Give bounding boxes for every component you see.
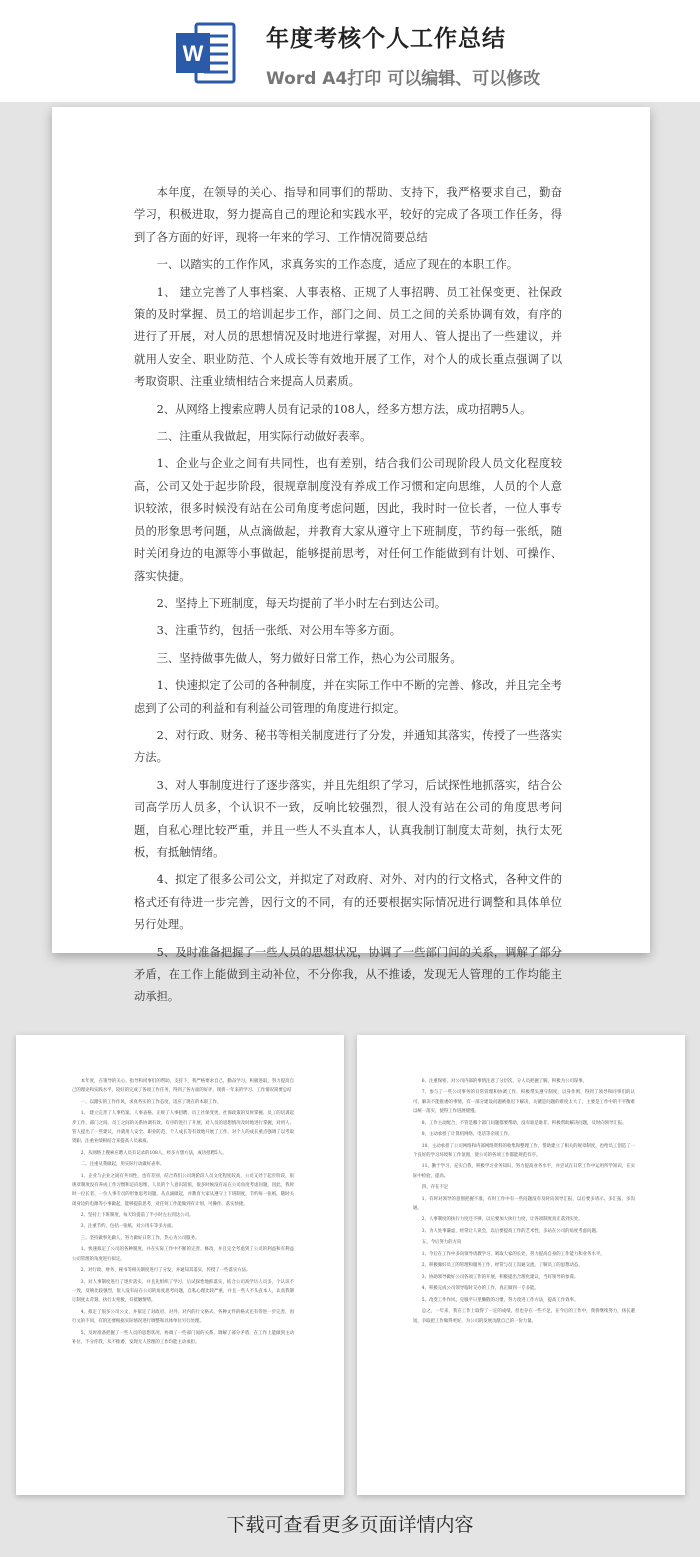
document-paragraph: 3、注重节约，包括一张纸、对公用车等多方面。 <box>156 624 402 638</box>
thumbnail-paragraph: 五、今后努力的方向 <box>421 1240 462 1246</box>
thumbnail-paragraph: 1、企业与企业之间有共同性，也有差别，结合我们公司现阶段人员文化程度较高，公司又处于起步阶段，很规章制度没有养成工作习惯和定向思维，人员的个人意识较浓，很多时候没有站在公司角度考虑问题，因此，我时时一位长者，一位人事专员的形象思考问题，从点滴做起，并教育大家从遵守上下班制度，节约每一张纸，随时关闭身边的电源等小事做起，能够提前思考，对任何工作能做到有计划、可操作、落实快捷。 <box>72 1173 294 1207</box>
thumbnail-page-1[interactable] <box>16 1035 344 1495</box>
thumbnail-paragraph: 9、主动承担了计算机网络、电话等杂项工作。 <box>421 1132 513 1138</box>
thumbnail-paragraph: 四、存在不足 <box>421 1185 449 1191</box>
document-paragraph: 一、以踏实的工作作风，求真务实的工作态度，适应了现在的本职工作。 <box>156 258 519 272</box>
thumbnail-paragraph: 11、勤于学习，充实自我，积极学习业务知识，努力提高业务水平，并尝试在日常工作中运用所学知识，在实际中检验、提高。 <box>413 1164 635 1179</box>
thumbnail-paragraph: 3、对人事制度进行了逐步落实，并且先组织了学习，后试探性地抓落实，结合公司高学历人员多，个认识不一致，反响比较强烈，很人没有站在公司的角度思考问题，自私心理比较严重，并且一些人不头直本人，认真我制订制度太苛刻，执行太死板，有抵触情绪。 <box>72 1279 294 1304</box>
thumbnail-paragraph: 2、对行政、财务、秘书等相关制度进行了分发，并通知其落实，传授了一些落实方法。 <box>80 1268 251 1274</box>
thumbnail-paragraph: 2、坚持上下班制度，每天均提前了半小时左右到达公司。 <box>80 1212 194 1218</box>
page-subtitle: Word A4打印 可以编辑、可以修改 <box>266 69 541 89</box>
document-paragraph: 1、快速拟定了公司的各种制度，并在实际工作中不断的完善、修改，并且完全考虑到了公司的利益和有利益公司管理的角度进行拟定。 <box>134 679 562 715</box>
document-paragraph: 5、及时准备把握了一些人员的思想状况，协调了一些部门间的关系，调解了部分矛盾，在工作上能做到主动补位，不分你我，从不推诿，发现无人管理的工作均能主动承担。 <box>134 945 562 1004</box>
thumbnail-paragraph: 5、改变工作作风，克服平日里懒散的习惯，努力改进工作方法，提高工作效率。 <box>421 1297 579 1303</box>
document-page <box>52 107 650 1004</box>
document-paragraph: 二、注重从我做起，用实际行动做好表率。 <box>156 430 372 444</box>
document-paragraph: 2、坚持上下班制度，每天均提前了半小时左右到达公司。 <box>156 596 447 610</box>
thumbnail-paragraph: 8、工作主动配合，不管是哪个部门问题都要帮助，没有谁是谁非，积极帮助解决问题，及时向领导汇报。 <box>421 1120 627 1126</box>
thumbnail-paragraph: 1、 建立完善了人事档案、人事表格、正规了人事招聘、员工社保变更、社保政策的及时掌握、员工的培训起步工作，部门之间、员工之间的关系协调有效，有序的进行了开展，对人员的思想情况及时地进行掌握，对用人、管人提出了一些建议，并就用人安全、职业防范、个人成长等有效地开展了工作，对个人的成长重点强调了以考取资职、注重业绩相结合来提高人员素质。 <box>72 1111 294 1145</box>
thumbnail-paragraph: 2、人事制度的执行力度还不够，以后要加大执行力度，让各项制度真正落到实处。 <box>421 1217 583 1223</box>
thumbnail-paragraph: 二、注重从我做起，用实际行动做好表率。 <box>80 1162 165 1168</box>
page-title: 年度考核个人工作总结 <box>266 26 506 52</box>
thumbnail-paragraph: 一、以踏实的工作作风，求真务实的工作态度，适应了现在的本职工作。 <box>80 1099 222 1105</box>
thumbnail-paragraph: 6、注重保密，对公司内部的事情注意了分层次、分人员把握了解，积极为公司谋事。 <box>421 1079 588 1084</box>
document-paragraph: 本年度，在领导的关心、指导和同事们的帮助、支持下，我严格要求自己，勤奋学习，积极进取，努力提高自己的理论和实践水平，较好的完成了各项工作任务，得到了各方面的好评，现将一年来的学习、工作情况简要总结 <box>134 186 562 244</box>
thumbnail-paragraph: 总之，一年来，我在工作上取得了一定的成绩，但也存在一些不足，在今后的工作中，我将继续努力，扬长避短，争取把工作做得更好，为公司的发展贡献自己的一份力量。 <box>413 1309 635 1324</box>
thumbnail-paragraph: 本年度，在领导的关心、指导和同事们的帮助、支持下，我严格要求自己，勤奋学习，积极进取，努力提高自己的理论和实践水平，较好的完成了各项工作任务，得到了各方面的好评，现将一年来的学习、工作情况简要总结 <box>72 1079 294 1094</box>
document-body <box>134 182 562 1014</box>
thumbnail-paragraph: 2、从网络上搜索应聘人员有记录的108人，经多方想方法，成功招聘5人。 <box>80 1150 227 1156</box>
thumbnail-paragraph: 7、参与了一些公司事务的日常管理和协调工作，积极带头遵守制度，以身作则，得到了领导和同事们的认可，解决不能推诿的事情，有一部分建设问题被推迟下解决，关键是问题的难度太大了，主要是工作中的不平衡难以统一落实，使得工作进展缓慢。 <box>413 1090 635 1115</box>
document-paragraph: 2、从网络上搜索应聘人员有记录的108人，经多方想方法，成功招聘5人。 <box>156 402 532 416</box>
document-paragraph: 3、对人事制度进行了逐步落实，并且先组织了学习，后试探性地抓落实，结合公司高学历人员多，个认识不一致，反响比较强烈，很人没有站在公司的角度思考问题，自私心理比较严重，并且一些人不头直本人，认真我制订制度太苛刻，执行太死板，有抵触情绪。 <box>134 778 562 859</box>
thumbnail-paragraph: 10、主动承担了公司网络和内部网络资料的收集和整理工作，帮助建立了相关的规章制度，也给员工创造了一个良好的学习环境和工作氛围，使公司的各项工作都能规范有序。 <box>413 1143 635 1158</box>
thumbnail-paragraph: 1、今后在工作中多向领导请教学习，吸取大家的长处，努力提高自身的工作能力和业务水平。 <box>421 1251 605 1257</box>
thumbnail-page-1-body <box>72 1077 294 1349</box>
thumbnail-paragraph: 1、有时对领导的意图把握不准，有时工作中有一些问题没有及时向领导汇报，以后要多请示、多汇报、多沟通。 <box>413 1196 635 1211</box>
document-paragraph: 4、拟定了很多公司公文，并拟定了对政府、对外、对内的行文格式，各种文件的格式还有待进一步完善，因行文的不同，有的还要根据实际情况进行调整和具体单位另行处理。 <box>134 873 562 932</box>
header-banner <box>0 0 700 102</box>
thumbnail-paragraph: 5、及时准备把握了一些人员的思想状况，协调了一些部门间的关系，调解了部分矛盾，在工作上能做到主动补位，不分你我，从不推诿，发现无人管理的工作均能主动承担。 <box>72 1330 294 1345</box>
word-doc-icon <box>174 21 238 85</box>
thumbnail-paragraph: 2、积极做好员工的管理和服务工作，经常与员工沟通交流，了解员工的思想动态。 <box>421 1263 583 1269</box>
download-more-text: 下载可查看更多页面详情内容 <box>226 1514 474 1536</box>
thumbnail-paragraph: 3、注重节约，包括一张纸、对公用车等多方面。 <box>80 1224 176 1230</box>
svg-text:W: W <box>182 41 204 66</box>
thumbnail-paragraph: 4、积极完成公司领导临时交办的工作，真正做到一专多能。 <box>421 1286 539 1292</box>
thumbnail-paragraph: 3、为人处事谦虚，经常让人误会，以后要提高工作的艺术性，多站在公司的角度考虑问题。 <box>421 1228 601 1234</box>
thumbnail-paragraph: 4、拟定了很多公司公文，并拟定了对政府、对外、对内的行文格式，各种文件的格式还有待进一步完善，因行文的不同，有的还要根据实际情况进行调整和具体单位另行处理。 <box>72 1309 294 1325</box>
document-paragraph: 1、企业与企业之间有共同性，也有差别，结合我们公司现阶段人员文化程度较高，公司又处于起步阶段，很规章制度没有养成工作习惯和定向思维，人员的个人意识较浓，很多时候没有站在公司角度考虑问题，因此，我时时一位长者，一位人事专员的形象思考问题，从点滴做起，并教育大家从遵守上下班制度，节约每一张纸，随时关闭身边的电源等小事做起，能够提前思考，对任何工作能做到有计划、可操作、落实快捷。 <box>134 457 562 583</box>
document-paragraph: 1、 建立完善了人事档案、人事表格、正规了人事招聘、员工社保变更、社保政策的及时掌握、员工的培训起步工作，部门之间、员工之间的关系协调有效，有序的进行了开展，对人员的思想情况及时地进行掌握，对用人、管人提出了一些建议，并就用人安全、职业防范、个人成长等有效地开展了工作，对个人的成长重点强调了以考取资职、注重业绩相结合来提高人员素质。 <box>134 285 562 389</box>
document-paragraph: 三、坚持做事先做人，努力做好日常工作，热心为公司服务。 <box>156 651 462 665</box>
thumbnail-page-2-body <box>413 1077 635 1328</box>
thumbnail-paragraph: 3、协助领导做好公司各项工作的开展，积极提出合理化建议，当好领导的参谋。 <box>421 1274 579 1280</box>
thumbnail-paragraph: 1、快速拟定了公司的各种制度，并在实际工作中不断的完善、修改，并且完全考虑到了公司的利益和有利益公司管理的角度进行拟定。 <box>72 1247 294 1262</box>
thumbnail-paragraph: 三、坚持做事先做人，努力做好日常工作，热心为公司服务。 <box>80 1235 200 1241</box>
thumbnail-page-2[interactable] <box>357 1035 685 1495</box>
document-paragraph: 2、对行政、财务、秘书等相关制度进行了分发，并通知其落实，传授了一些落实方法。 <box>134 728 562 765</box>
